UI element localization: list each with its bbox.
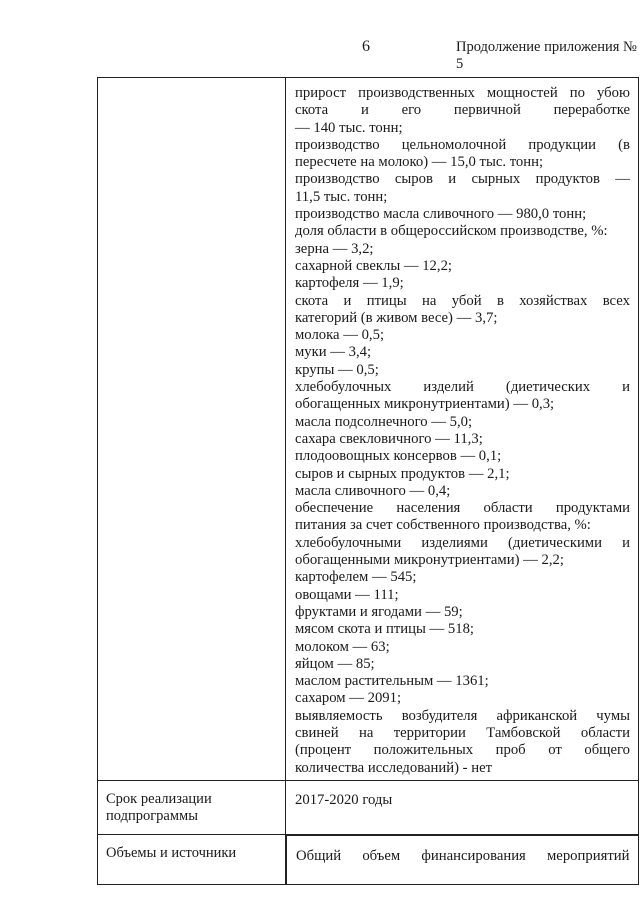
indicator-line: плодоовощных консервов — 0,1; — [295, 448, 502, 465]
indicator-line: сахаром — 2091; — [295, 690, 402, 707]
indicator-line: 11,5 тыс. тонн; — [295, 188, 388, 205]
indicator-line: молока — 0,5; — [295, 327, 385, 344]
indicator-line: питания за счет собственного производства, %: — [295, 517, 591, 534]
indicator-line: свиней на территории Тамбовской области — [295, 724, 630, 741]
indicator-line: производство масла сливочного — 980,0 тонн; — [295, 206, 587, 223]
term-row — [98, 780, 639, 834]
financing-label: Объемы и источники — [98, 834, 286, 885]
term-label: Срок реализации подпрограммы — [98, 780, 286, 834]
passport-table — [97, 77, 639, 885]
indicator-line: (процент положительных проб от общего — [295, 742, 630, 759]
appendix-label: Продолжение приложения № 5 — [456, 39, 637, 72]
indicator-line: маслом растительным — 1361; — [295, 673, 489, 690]
indicator-line: категорий (в живом весе) — 3,7; — [295, 309, 498, 326]
indicator-line: пересчете на молоко) — 15,0 тыс. тонн; — [295, 154, 544, 171]
indicator-line: хлебобулочных изделий (диетических и — [295, 379, 630, 396]
page-number: 6 — [362, 38, 370, 55]
indicator-line: выявляемость возбудителя африканской чумы — [295, 707, 630, 724]
indicator-line: картофелем — 545; — [295, 569, 417, 586]
indicator-line: производство цельномолочной продукции (в — [295, 136, 630, 153]
indicator-line: картофеля — 1,9; — [295, 275, 404, 292]
indicator-line: доля области в общероссийском производстве, %: — [295, 223, 608, 240]
indicator-line: прирост производственных мощностей по убою — [295, 85, 630, 101]
indicator-line: фруктами и ягодами — 59; — [295, 603, 463, 620]
indicator-line: обогащенных микронутриентами) — 0,3; — [295, 396, 555, 413]
indicator-line: производство сыров и сырных продуктов — — [295, 171, 630, 188]
indicator-line: количества исследований) - нет — [295, 759, 493, 776]
term-value: 2017-2020 годы — [286, 780, 639, 834]
indicator-line: крупы — 0,5; — [295, 361, 379, 378]
indicator-line: молоком — 63; — [295, 638, 390, 655]
indicator-line: сыров и сырных продуктов — 2,1; — [295, 465, 510, 482]
indicator-line: сахара свекловичного — 11,3; — [295, 430, 483, 447]
indicator-line: мясом скота и птицы — 518; — [295, 621, 474, 638]
indicator-line: обогащенными микронутриентами) — 2,2; — [295, 552, 564, 569]
indicator-line: яйцом — 85; — [295, 655, 375, 672]
indicator-line: скота и птицы на убой в хозяйствах всех — [295, 292, 630, 309]
indicator-line: сахарной свеклы — 12,2; — [295, 257, 453, 274]
indicator-line: масла сливочного — 0,4; — [295, 482, 451, 499]
financing-value-text: Общий объем финансирования мероприятий — [296, 847, 630, 864]
financing-value — [286, 835, 639, 885]
indicators-list — [286, 78, 639, 781]
indicator-line: овощами — 111; — [295, 586, 399, 603]
indicator-line: хлебобулочными изделиями (диетическими и — [295, 534, 630, 551]
indicator-line: обеспечение населения области продуктами — [295, 500, 630, 517]
indicators-label-cell — [98, 78, 286, 781]
financing-row — [98, 834, 639, 885]
indicator-line: скота и его первичной переработке — [295, 102, 630, 119]
indicator-line: — 140 тыс. тонн; — [295, 119, 403, 136]
indicator-line: масла подсолнечного — 5,0; — [295, 413, 473, 430]
indicators-row — [98, 78, 639, 781]
indicator-line: зерна — 3,2; — [295, 240, 374, 257]
indicator-line: муки — 3,4; — [295, 344, 372, 361]
